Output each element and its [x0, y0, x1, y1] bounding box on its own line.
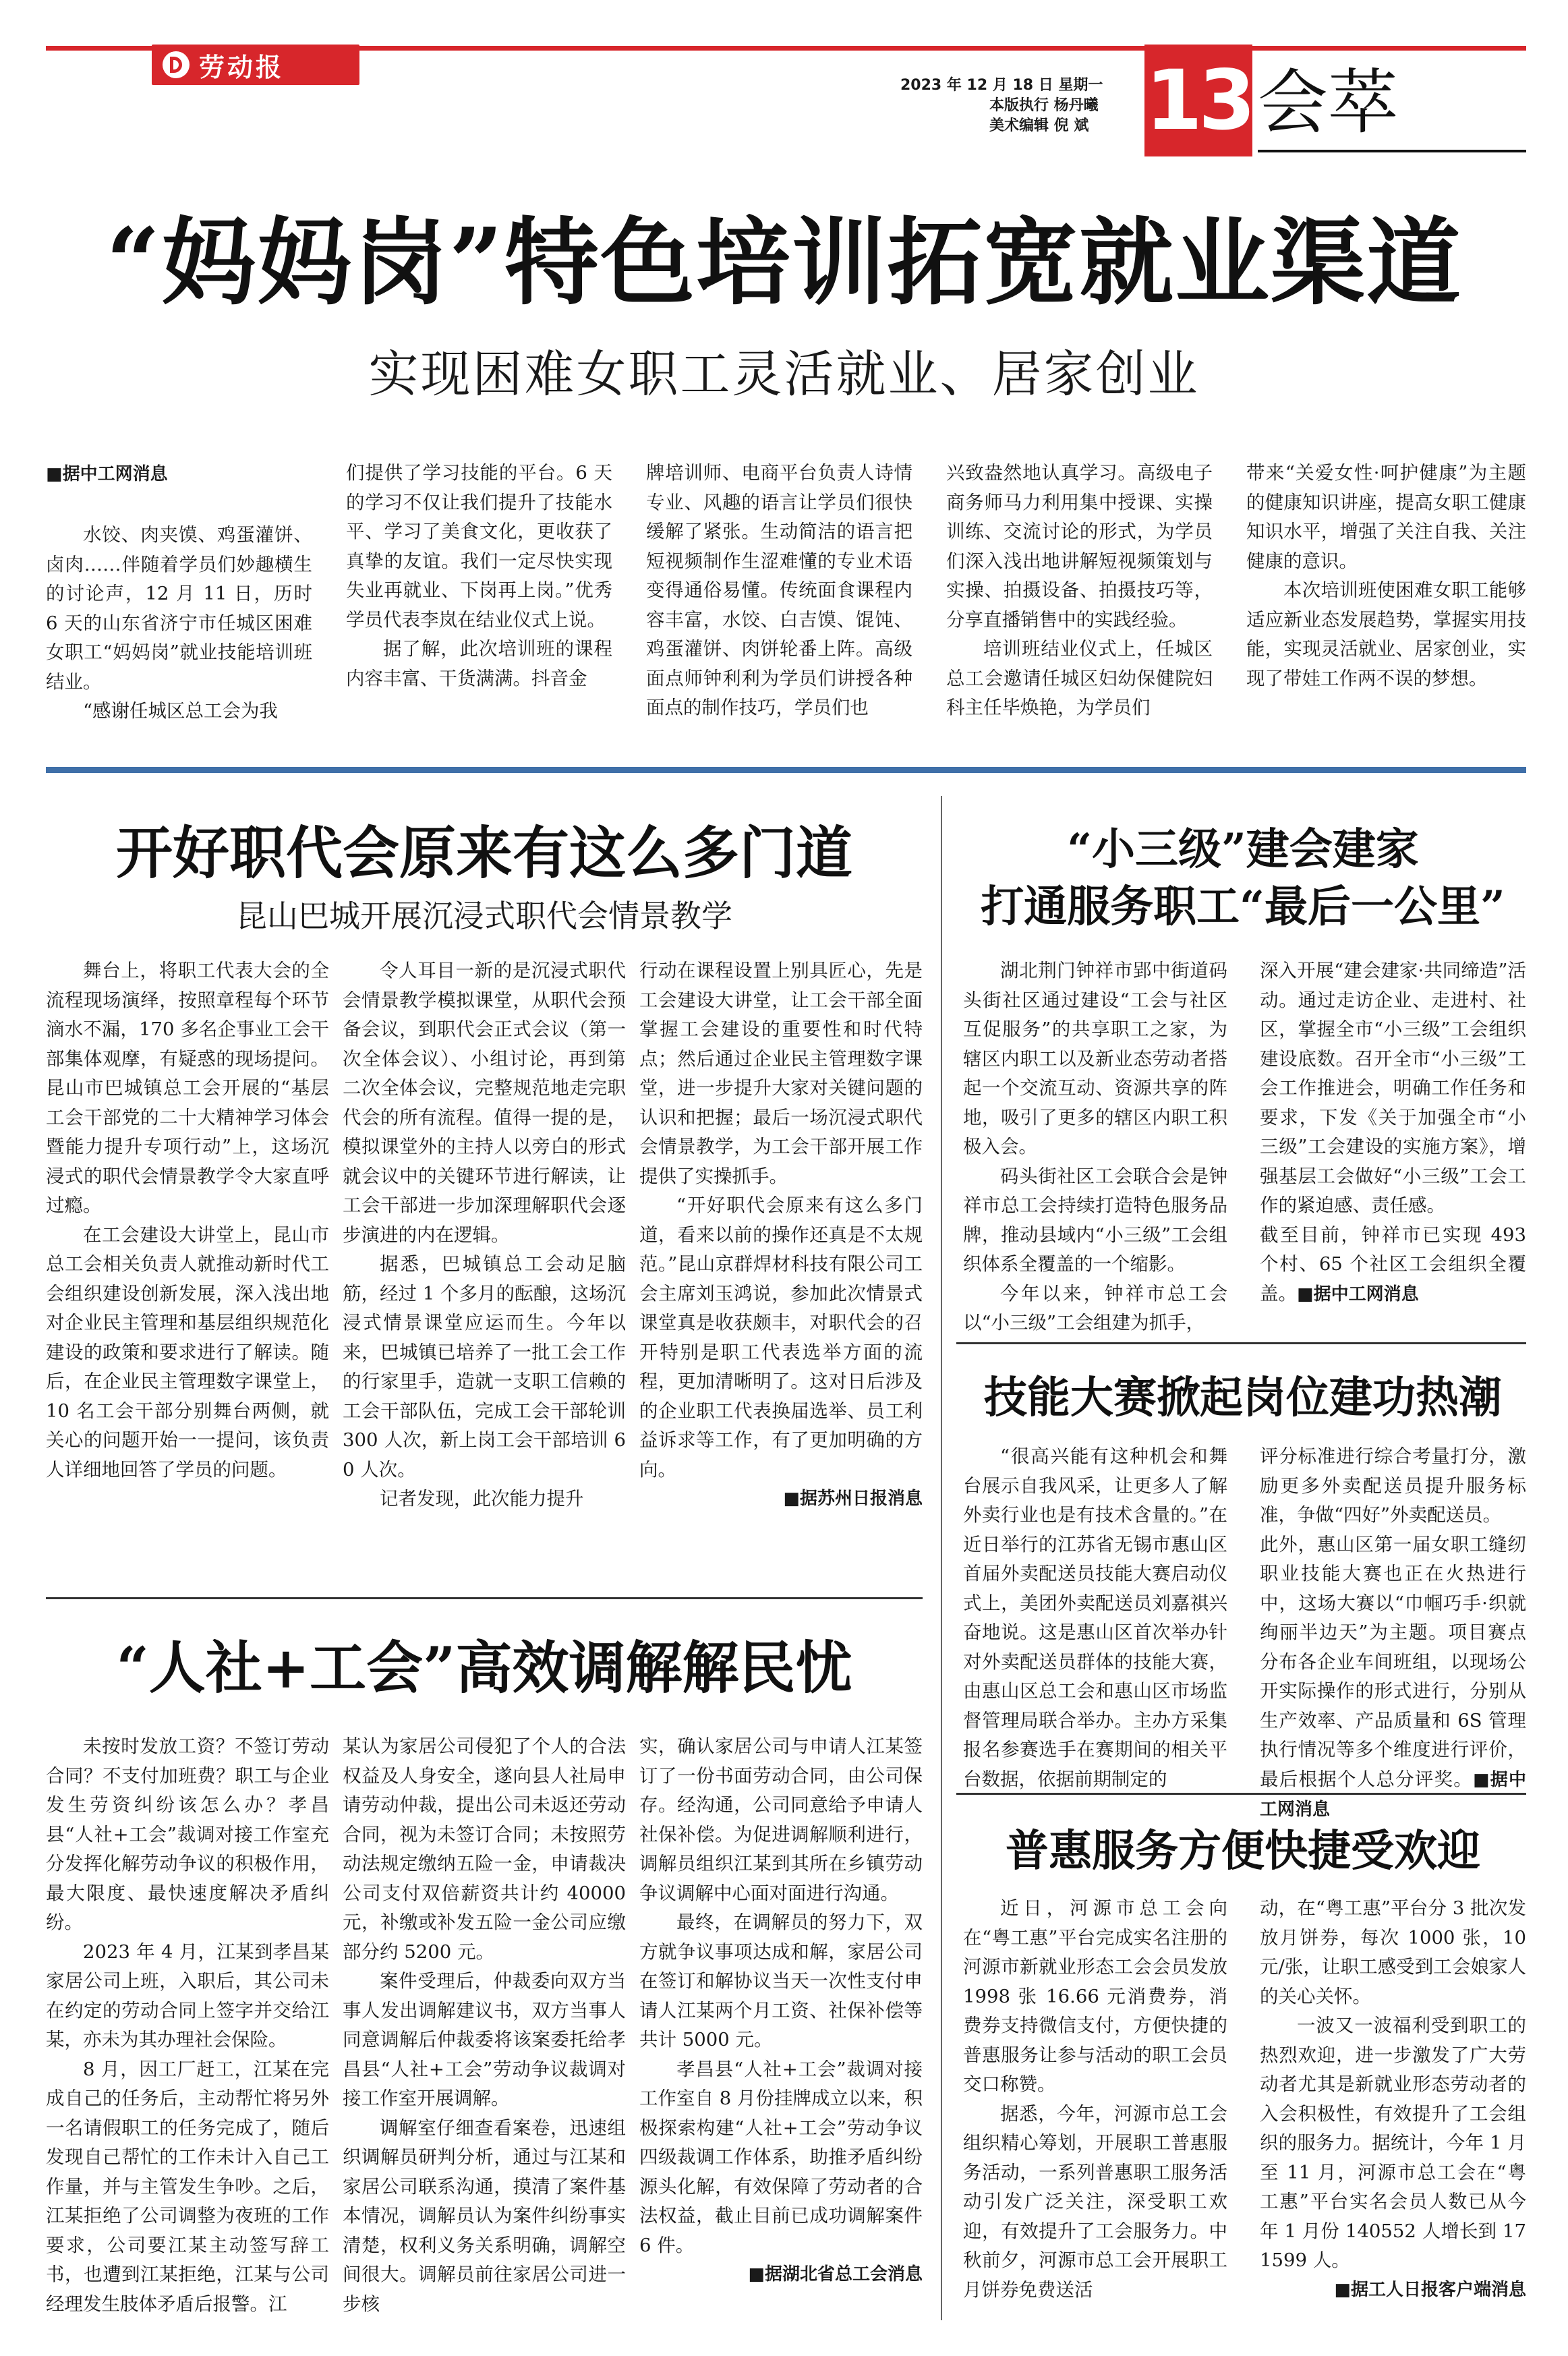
- article3-paragraph: 截至目前，钟祥市已实现 493 个村、65 个社区工会组织全覆盖。: [1260, 1224, 1526, 1304]
- logo-text: 劳动报: [199, 51, 285, 82]
- logo-mark-icon: [163, 51, 190, 78]
- article2-col-3: [639, 956, 923, 1514]
- article2-col-1: [46, 956, 329, 1485]
- article3-bottom-rule: [956, 1342, 1526, 1344]
- article6-source: ■据工人日报客户端消息: [1334, 2279, 1526, 2300]
- article4-bottom-rule: [956, 1793, 1526, 1795]
- article4-paragraph: 此外，惠山区第一届女职工缝纫职业技能大赛也正在火热进行中，这场大赛以“巾帼巧手·织就绚丽半边天”为主题。项目赛点分布各企业车间班组，以现场公开实际操作的形式进行，分别从生产效率、产品质量和 6S 管理执行情况等多个维度进行评价，最后根据个人总分评奖。: [1260, 1533, 1526, 1790]
- masthead-info: [900, 76, 1138, 136]
- lead-paragraph: 培训班结业仪式上，任城区总工会邀请任城区妇幼保健院妇科主任毕焕艳，为学员们: [946, 638, 1213, 718]
- article2-col-2: [343, 956, 626, 1514]
- article3-col-1: [963, 956, 1227, 1338]
- article5-source: ■据湖北省总工会消息: [748, 2264, 923, 2285]
- lead-paragraph: 本次培训班使困难女职工能够适应新业态发展趋势，掌握实用技能，实现灵活就业、居家创业，实现了带娃工作两不误的梦想。: [1246, 579, 1526, 689]
- article2-paragraph: 记者发现，此次能力提升: [380, 1488, 584, 1510]
- article2-paragraph: 舞台上，将职工代表大会的全流程现场演绎，按照章程每个环节滴水不漏，170 多名企事业工会干部集体观摩，有疑惑的现场提问。昆山市巴城镇总工会开展的“基层工会干部党的二十大精神学习体会暨能力提升专项行动”上，这场沉浸式的职代会情景教学令大家直呼过瘾。: [46, 960, 329, 1216]
- section-underline: [1258, 150, 1526, 152]
- lead-paragraph: 牌培训师、电商平台负责人诗情专业、风趣的语言让学员们很快缓解了紧张。生动简洁的语言把短视频制作生涩难懂的专业术语变得通俗易懂。传统面食课程内容丰富，水饺、白吉馍、馄饨、鸡蛋灌饼、肉饼轮番上阵。高级面点师钟利利为学员们讲授各种面点的制作技巧，学员们也: [646, 462, 912, 718]
- lead-col-1: [46, 459, 312, 726]
- issue-date: 2023 年 12 月 18 日 星期一: [900, 77, 1103, 94]
- article5-col-3: [639, 1732, 923, 2290]
- article2-paragraph: 令人耳目一新的是沉浸式职代会情景教学模拟课堂，从职代会预备会议，到职代会正式会议（第一次全体会议）、小组讨论，再到第二次全体会议，完整规范地走完职代会的所有流程。值得一提的是，模拟课堂外的主持人以旁白的形式就会议中的关键环节进行解读，让工会干部进一步加深理解职代会逐步演进的内在逻辑。: [343, 960, 626, 1246]
- article2-paragraph: 在工会建设大讲堂上，昆山市总工会相关负责人就推动新时代工会组织建设创新发展，深入浅出地对企业民主管理和基层组织规范化建设的政策和要求进行了解读。随后，在企业民主管理数字课堂上，10 名工会干部分别舞台两侧，就关心的问题开始一一提问，该负责人详细地回答了学员的问题。: [46, 1224, 329, 1481]
- article4-paragraph: “很高兴能有这种机会和舞台展示自我风采，让更多人了解外卖行业也是有技术含量的。”在近日举行的江苏省无锡市惠山区首届外卖配送员技能大赛启动仪式上，美团外卖配送员刘嘉祺兴奋地说。这是惠山区首次举办针对外卖配送员群体的技能大赛，由惠山区总工会和惠山区市场监督管理局联合举办。主办方采集报名参赛选手在赛期间的相关平台数据，依据前期制定的: [963, 1445, 1227, 1790]
- article5-title: “人社+工会”高效调解解民忧: [116, 1634, 852, 1701]
- article2-paragraph: 行动在课程设置上别具匠心，先是工会建设大讲堂，让工会干部全面掌握工会建设的重要性和时代特点；然后通过企业民主管理数字课堂，进一步提升大家对关键问题的认识和把握；最后一场沉浸式职代会情景教学，为工会干部开展工作提供了实操抓手。: [639, 960, 923, 1187]
- lead-paragraph: 水饺、肉夹馍、鸡蛋灌饼、卤肉……伴随着学员们妙趣横生的讨论声，12 月 11 日，历时 6 天的山东省济宁市任城区困难女职工“妈妈岗”就业技能培训班结业。: [46, 524, 312, 693]
- article6-title: 普惠服务方便快捷受欢迎: [1006, 1826, 1480, 1876]
- article3-title: “小三级”建会建家: [1067, 824, 1419, 875]
- article6-paragraph: 近日，河源市总工会向在“粤工惠”平台完成实名注册的河源市新就业形态工会会员发放 1998 张 16.66 元消费券，消费券支持微信支付，方便快捷的普惠服务让参与活动的职工会员交口称赞。: [963, 1897, 1227, 2095]
- article5-paragraph: 某认为家居公司侵犯了个人的合法权益及人身安全，遂向县人社局申请劳动仲裁，提出公司未返还劳动合同，视为未签订合同；未按照劳动法规定缴纳五险一金，申请裁决公司支付双倍薪资共计约 40000 元，补缴或补发五险一金公司应缴部分约 5200 元。: [343, 1735, 626, 1963]
- article3-source: ■据中工网消息: [1297, 1284, 1419, 1304]
- article2-bottom-rule: [46, 1597, 923, 1599]
- article4-source: ■据中工网消息: [1260, 1769, 1526, 1820]
- article2-subtitle: 昆山巴城开展沉浸式职代会情景教学: [236, 898, 732, 934]
- article4-title: 技能大赛掀起岗位建功热潮: [984, 1373, 1502, 1423]
- article2-source: ■据苏州日报消息: [783, 1489, 923, 1509]
- article4-col-1: [963, 1442, 1227, 1794]
- article5-paragraph: 8 月，因工厂赶工，江某在完成自己的任务后，主动帮忙将另外一名请假职工的任务完成了，随后发现自己帮忙的工作未计入自己工作量，并与主管发生争吵。之后，江某拒绝了公司调整为夜班的工作要求，公司要江某主动签写辞工书，也遭到江某拒绝，江某与公司经理发生肢体矛盾后报警。江: [46, 2058, 329, 2315]
- article3-paragraph: 湖北荆门钟祥市郢中街道码头街社区通过建设“工会与社区互促服务”的共享职工之家，为辖区内职工以及新业态劳动者搭起一个交流互动、资源共享的阵地，吸引了更多的辖区内职工积极入会。: [963, 960, 1227, 1157]
- page-number: 13: [1145, 53, 1252, 148]
- lead-col-3: [646, 459, 912, 723]
- article6-paragraph: 据悉，今年，河源市总工会组织精心筹划，开展职工普惠服务活动，一系列普惠职工服务活动引发广泛关注，深受职工欢迎，有效提升了工会服务力。中秋前夕，河源市总工会开展职工月饼券免费送活: [963, 2102, 1227, 2301]
- article2-paragraph: 据悉，巴城镇总工会动足脑筋，经过 1 个多月的酝酿，这场沉浸式情景课堂应运而生。今年以来，巴城镇已培养了一批工会工作的行家里手，造就一支职工信赖的工会干部队伍，完成工会干部轮训 300 人次，新上岗工会干部培训 60 人次。: [343, 1253, 626, 1481]
- article6-paragraph: 一波又一波福利受到职工的热烈欢迎，进一步激发了广大劳动者尤其是新就业形态劳动者的入会积极性，有效提升了工会组织的服务力。据统计，今年 1 月至 11 月，河源市总工会在“粤工惠”平台实名会员人数已从今年 1 月份 140552 人增长到 171599 人。: [1260, 2015, 1526, 2271]
- article5-paragraph: 调解室仔细查看案卷，迅速组织调解员研判分析，通过与江某和家居公司联系沟通，摸清了案件基本情况，调解员认为案件纠纷事实清楚，权利义务关系明确，调解空间很大。调解员前往家居公司进一步核: [343, 2117, 626, 2315]
- lead-paragraph: 据了解，此次培训班的课程内容丰富、干货满满。抖音金: [346, 638, 612, 689]
- article5-paragraph: 最终，在调解员的努力下，双方就争议事项达成和解，家居公司在签订和解协议当天一次性支付申请人江某两个月工资、社保补偿等共计 5000 元。: [639, 1912, 923, 2050]
- article3-paragraph: 深入开展“建会建家·共同缔造”活动。通过走访企业、走进村、社区，掌握全市“小三级”工会组织建设底数。召开全市“小三级”工会工作推进会，明确工作任务和要求，下发《关于加强全市“小三级”工会建设的实施方案》，增强基层工会做好“小三级”工会工作的紧迫感、责任感。: [1260, 960, 1526, 1216]
- lead-paragraph: 们提供了学习技能的平台。6 天的学习不仅让我们提升了技能水平、学习了美食文化，更收获了真挚的友谊。我们一定尽快实现失业再就业、下岗再上岗。”优秀学员代表李岚在结业仪式上说。: [346, 462, 612, 631]
- article5-paragraph: 2023 年 4 月，江某到孝昌某家居公司上班，入职后，其公司未在约定的劳动合同上签字并交给江某，亦未为其办理社会保险。: [46, 1941, 329, 2050]
- article5-paragraph: 孝昌县“人社+工会”裁调对接工作室自 8 月份挂牌成立以来，积极探索构建“人社+工会”劳动争议四级裁调工作体系，助推矛盾纠纷源头化解，有效保障了劳动者的合法权益，截止目前已成功调解案件 6 件。: [639, 2058, 923, 2256]
- column-separator: [941, 796, 942, 2320]
- lead-paragraph: “感谢任城区总工会为我: [83, 700, 279, 722]
- lead-paragraph: 带来“关爱女性·呵护健康”为主题的健康知识讲座，提高女职工健康知识水平，增强了关注自我、关注健康的意识。: [1246, 462, 1526, 572]
- article5-col-1: [46, 1732, 329, 2319]
- page-number-box: [1144, 45, 1252, 156]
- article6-col-2: [1260, 1894, 1526, 2305]
- article4-col-2: [1260, 1442, 1526, 1825]
- article6-paragraph: 动，在“粤工惠”平台分 3 批次发放月饼券，每次 1000 张，10 元/张，让职工感受到工会娘家人的关心关怀。: [1260, 1897, 1526, 2007]
- art-editor-credit: 美术编辑 倪 斌: [989, 117, 1089, 134]
- masthead-logo: [152, 45, 359, 85]
- article4-paragraph: 评分标准进行综合考量打分，激励更多外卖配送员提升服务标准，争做“四好”外卖配送员。: [1260, 1445, 1526, 1526]
- article3-paragraph: 码头街社区工会联合会是钟祥市总工会持续打造特色服务品牌，推动县域内“小三级”工会组织体系全覆盖的一个缩影。: [963, 1165, 1227, 1275]
- lead-paragraph: 兴致盎然地认真学习。高级电子商务师马力利用集中授课、实操训练、交流讨论的形式，为学员们深入浅出地讲解短视频策划与实操、拍摄设备、拍摄技巧等，分享直播销售中的实践经验。: [946, 462, 1213, 631]
- article5-col-2: [343, 1732, 626, 2319]
- blue-divider: [46, 767, 1526, 773]
- article3-title-line2: 打通服务职工“最后一公里”: [981, 882, 1505, 932]
- lead-col-5: [1246, 459, 1526, 693]
- lead-col-4: [946, 459, 1213, 723]
- editor-credit: 本版执行 杨丹曦: [989, 97, 1099, 114]
- lead-subtitle: 实现困难女职工灵活就业、居家创业: [368, 345, 1200, 403]
- article3-paragraph: 今年以来，钟祥市总工会以“小三级”工会组建为抓手，: [963, 1282, 1227, 1333]
- article3-col-2: [1260, 956, 1526, 1309]
- article2-paragraph: “开好职代会原来有这么多门道，看来以前的操作还真是不太规范。”昆山京群焊材科技有限公司工会主席刘玉鸿说，参加此次情景式课堂真是收获颇丰，对职代会的召开特别是职工代表选举方面的流程，更加清晰明了。这对日后涉及的企业职工代表换届选举、员工利益诉求等工作，有了更加明确的方向。: [639, 1195, 923, 1481]
- lead-title: “妈妈岗”特色培训拓宽就业渠道: [105, 208, 1463, 318]
- section-name: 会萃: [1258, 61, 1399, 144]
- article5-paragraph: 案件受理后，仲裁委向双方当事人发出调解建议书，双方当事人同意调解后仲裁委将该案委托给孝昌县“人社+工会”劳动争议裁调对接工作室开展调解。: [343, 1970, 626, 2109]
- article5-paragraph: 未按时发放工资？不签订劳动合同？不支付加班费？职工与企业发生劳资纠纷该怎么办？孝昌县“人社+工会”裁调对接工作室充分发挥化解劳动争议的积极作用，最大限度、最快速度解决矛盾纠纷。: [46, 1735, 329, 1933]
- lead-col-2: [346, 459, 612, 693]
- article6-col-1: [963, 1894, 1227, 2305]
- article5-paragraph: 实，确认家居公司与申请人江某签订了一份书面劳动合同，由公司保存。经沟通，公司同意给予申请人社保补偿。为促进调解顺利进行，调解员组织江某到其所在乡镇劳动争议调解中心面对面进行沟通。: [639, 1735, 923, 1904]
- article2-title: 开好职代会原来有这么多门道: [115, 820, 852, 886]
- lead-source: ■据中工网消息: [46, 464, 168, 484]
